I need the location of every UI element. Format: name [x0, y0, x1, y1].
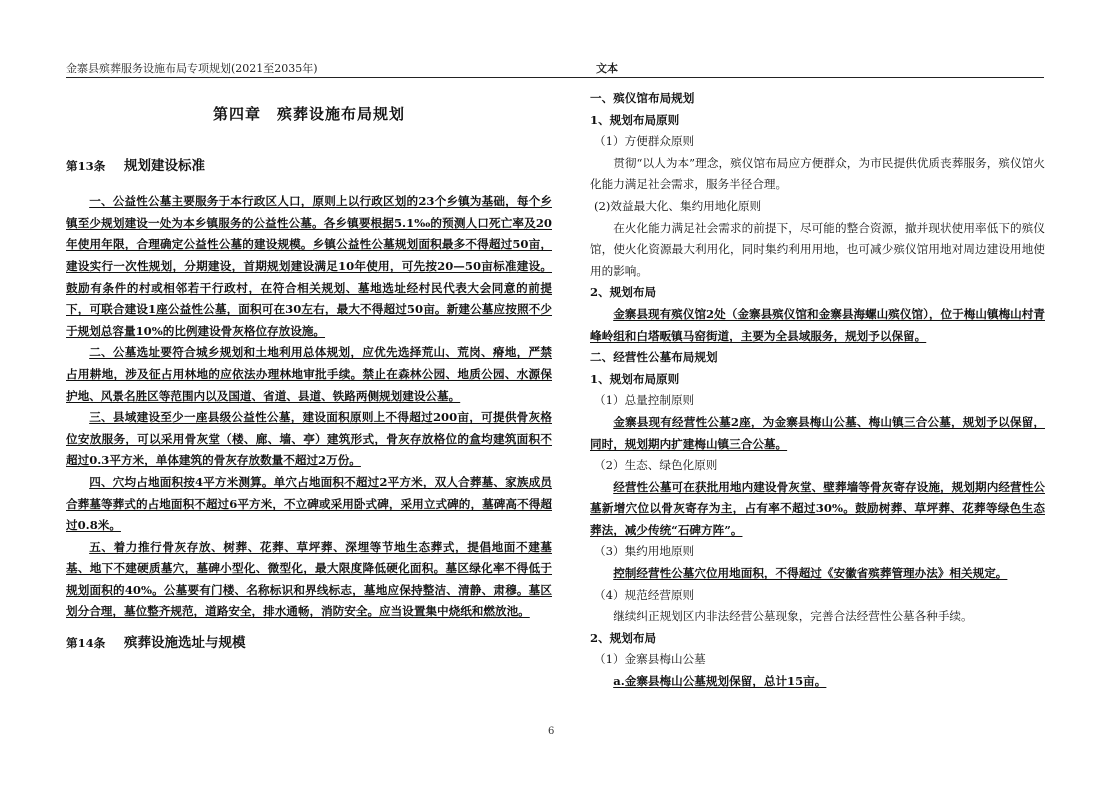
article-13-heading — [66, 156, 552, 178]
principle-efficiency-heading: (2)效益最大化、集约用地化原则 — [594, 198, 762, 213]
section-funeral-home-heading: 一、殡仪馆布局规划 — [590, 91, 695, 105]
header-section-label: 文本 — [596, 62, 618, 75]
standard-item-2: 二、公墓选址要符合城乡规划和土地利用总体规划，应优先选择荒山、荒岗、瘠地，严禁占用耕地，涉及征占用林地的应依法办理林地审批手续。禁止在森林公园、地质公园、水源保护地、风景名胜区等范围内以及国道、省道、县道、铁路两侧规划建设公墓。 — [66, 345, 552, 403]
cemetery-layout-heading: 2、规划布局 — [590, 630, 657, 645]
principle-convenience-heading: （1）方便群众原则 — [594, 134, 695, 149]
standard-item-5: 五、着力推行骨灰存放、树葬、花葬、草坪葬、深埋等节地生态葬式，提倡地面不建墓基、地下不建硬质墓穴，墓碑小型化、微型化，最大限度降低硬化面积。墓区绿化率不得低于规划面积的40%。公墓要有门楼、名称标识和界线标志，墓地应保持整洁、清静、肃穆。墓区划分合理，墓位整齐规范，道路安全，排水通畅，消防安全。应当设置集中烧纸和燃放池。 — [66, 539, 552, 619]
principle-green-text: 经营性公墓可在获批用地内建设骨灰堂、壁葬墙等骨灰寄存设施，规划期内经营性公墓新增穴位以骨灰寄存为主，占有率不超过30%。鼓励树葬、草坪葬、花葬等绿色生态葬法，减少传统“石碑方阵”。 — [590, 479, 1045, 537]
right-column — [590, 88, 1045, 693]
principle-land-text: 控制经营性公墓穴位用地面积，不得超过《安徽省殡葬管理办法》相关规定。 — [613, 566, 1008, 581]
funeral-home-layout-heading: 2、规划布局 — [590, 285, 657, 300]
page-header — [66, 60, 1044, 78]
standard-item-1: 一、公益性公墓主要服务于本行政区人口，原则上以行政区划的23个乡镇为基础，每个乡镇至少规划建设一处为本乡镇服务的公益性公墓。各乡镇要根据5.1‰的预测人口死亡率及20年使用年限，合理确定公益性公墓的建设规模。乡镇公益性公墓规划面积最多不得超过50亩，建设实行一次性规划，分期建设，首期规划建设满足10年使用，可先按20—50亩标准建设。鼓励有条件的村或相邻若干行政村，在符合相关规划、墓地选址经村民代表大会同意的前提下，可联合建设1座公益性公墓，面积可在30左右，最大不得超过50亩。新建公墓应按照不少于规划总容量10%的比例建设骨灰格位存放设施。 — [66, 194, 552, 338]
article-13-title: 规划建设标准 — [124, 157, 205, 174]
funeral-home-layout-text: 金寨县现有殡仪馆2处（金寨县殡仪馆和金寨县海螺山殡仪馆），位于梅山镇梅山村青峰岭组和白塔畈镇马窑街道，主要为全县域服务，规划予以保留。 — [590, 306, 1045, 343]
article-14-title: 殡葬设施选址与规模 — [124, 635, 246, 652]
principle-regulation-text: 继续纠正规划区内非法经营公墓现象，完善合法经营性公墓各种手续。 — [613, 609, 973, 624]
chapter-title: 第四章 殡葬设施布局规划 — [212, 105, 405, 123]
article-13-number: 第13条 — [66, 158, 106, 173]
principle-efficiency-text: 在火化能力满足社会需求的前提下，尽可能的整合资源，撤并现状使用率低下的殡仪馆，使火化资源最大利用化，同时集约利用用地，也可减少殡仪馆用地对周边建设用地使用的影响。 — [590, 220, 1045, 278]
funeral-home-principles-heading: 1、规划布局原则 — [590, 112, 680, 127]
section-cemetery-heading: 二、经营性公墓布局规划 — [590, 350, 718, 365]
header-document-title: 金寨县殡葬服务设施布局专项规划(2021至2035年) — [66, 62, 318, 75]
principle-total-control-text: 金寨县现有经营性公墓2座，为金寨县梅山公墓、梅山镇三合公墓，规划予以保留，同时，规划期内扩建梅山镇三合公墓。 — [590, 414, 1045, 451]
principle-regulation-heading: （4）规范经营原则 — [594, 587, 695, 602]
principle-convenience-text: 贯彻“以人为本”理念，殡仪馆布局应方便群众，为市民提供优质丧葬服务，殡仪馆火化能力满足社会需求，服务半径合理。 — [590, 155, 1045, 192]
header-rule — [66, 77, 1044, 78]
principle-green-heading: （2）生态、绿色化原则 — [594, 458, 718, 473]
standard-item-3: 三、县域建设至少一座县级公益性公墓，建设面积原则上不得超过200亩，可提供骨灰格位安放服务，可以采用骨灰堂（楼、廊、墙、亭）建筑形式，骨灰存放格位的盒均建筑面积不超过0.3平方米，单体建筑的骨灰存放数量不超过2万份。 — [66, 410, 552, 468]
principle-total-control-heading: （1）总量控制原则 — [594, 393, 695, 408]
cemetery-principles-heading: 1、规划布局原则 — [590, 371, 680, 386]
article-14-number: 第14条 — [66, 636, 106, 651]
meishan-cemetery-heading: （1）金寨县梅山公墓 — [594, 652, 706, 667]
standard-item-4: 四、穴均占地面积按4平方米测算。单穴占地面积不超过2平方米，双人合葬墓、家族成员合葬墓等葬式的占地面积不超过6平方米，不立碑或采用卧式碑，采用立式碑的，墓碑高不得超过0.8米。 — [66, 474, 552, 533]
article-14-heading — [66, 633, 552, 655]
meishan-cemetery-text: a.金寨县梅山公墓规划保留，总计15亩。 — [613, 674, 827, 689]
left-column — [66, 88, 552, 669]
page-number: 6 — [548, 726, 555, 737]
principle-land-heading: （3）集约用地原则 — [594, 544, 695, 559]
